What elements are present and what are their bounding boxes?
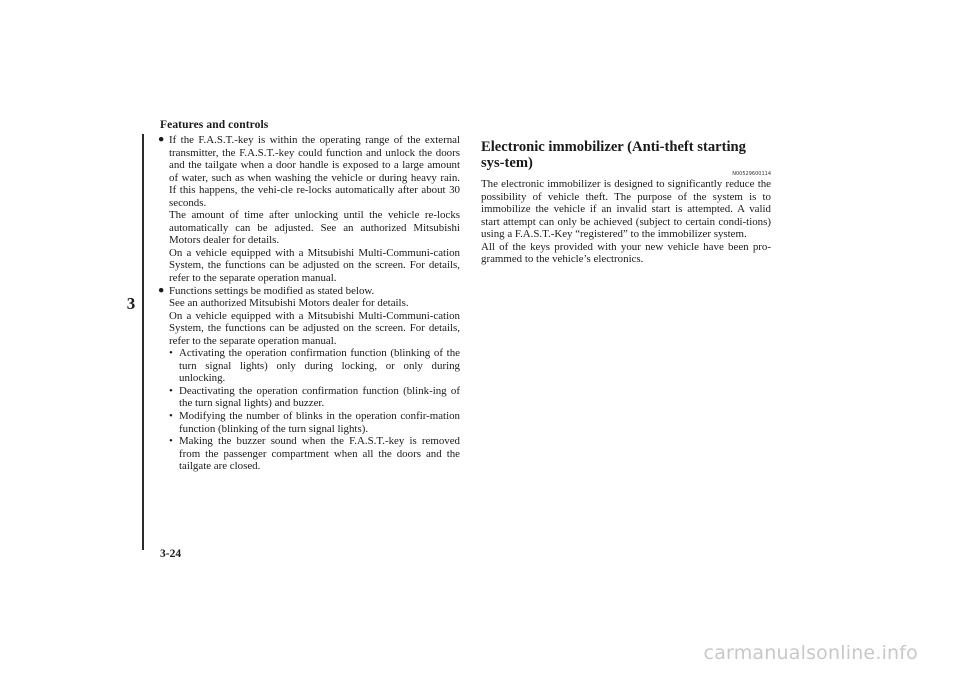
paragraph: The amount of time after unlocking until the vehicle re-locks automatically can be adjusted. See an authorized Mitsubishi Motors dealer for details.	[169, 209, 460, 247]
watermark: carmanualsonline.info	[703, 642, 918, 664]
paragraph: On a vehicle equipped with a Mitsubishi Multi-Communi-cation System, the functions can be adjusted on the screen. For details, refer to the separate operation manual.	[169, 309, 460, 347]
paragraph: Functions settings be modified as stated below.	[169, 284, 375, 297]
list-item-text: Making the buzzer sound when the F.A.S.T.-key is removed from the passenger compartment when all the doors and the tailgate are closed.	[179, 435, 460, 473]
list-item-text: Modifying the number of blinks in the operation confir-mation function (blinking of the turn signal lights).	[179, 410, 460, 435]
section-code: N00529600114	[732, 171, 771, 177]
list-item-text: Activating the operation confirmation function (blinking of the turn signal lights) only during locking, or only during unlocking.	[179, 347, 460, 385]
list-item	[169, 347, 460, 385]
list-item	[169, 435, 460, 473]
paragraph: If the F.A.S.T.-key is within the operating range of the external transmitter, the F.A.S.T.-key could function and unlock the doors and the tailgate when a door handle is exposed to a large amount of water, such as when washing the vehicle or during heavy rain. If this happens, the vehi-cle re-locks automatically after about 30 seconds.	[169, 134, 460, 209]
dot-icon: •	[169, 347, 173, 360]
paragraph: See an authorized Mitsubishi Motors dealer for details.	[169, 297, 409, 310]
list-item-text: Deactivating the operation confirmation function (blink-ing of the turn signal lights) and buzzer.	[179, 384, 460, 410]
paragraph: All of the keys provided with your new vehicle have been pro-grammed to the vehicle’s electronics.	[481, 240, 771, 266]
dot-icon: •	[169, 435, 173, 448]
left-column	[158, 134, 460, 473]
list-item	[169, 385, 460, 410]
list-item	[169, 410, 460, 435]
bullet-item	[158, 134, 460, 285]
paragraph: On a vehicle equipped with a Mitsubishi Multi-Communi-cation System, the functions can be adjusted on the screen. For details, refer to the separate operation manual.	[169, 246, 460, 285]
section-header: Features and controls	[160, 119, 269, 131]
chapter-number: 3	[126, 294, 136, 313]
dot-icon: •	[169, 384, 173, 397]
function-list	[169, 347, 460, 472]
section-title: Electronic immobilizer (Anti-theft starting sys-tem)	[481, 139, 746, 171]
bullet-item	[158, 285, 460, 473]
page-number: 3-24	[160, 548, 182, 560]
chapter-tab	[120, 134, 144, 550]
dot-icon: •	[169, 410, 173, 423]
bullet-icon: ●	[158, 284, 165, 296]
paragraph: The electronic immobilizer is designed to significantly reduce the possibility of vehicle theft. The purpose of the system is to immobilize the vehicle if an invalid start is attempted. A valid start attempt can only be achieved (subject to certain condi-tions) using a F.A.S.T.-Key “registered” to the immobilizer system.	[481, 178, 771, 241]
right-column	[481, 134, 771, 266]
bullet-icon: ●	[158, 134, 165, 145]
